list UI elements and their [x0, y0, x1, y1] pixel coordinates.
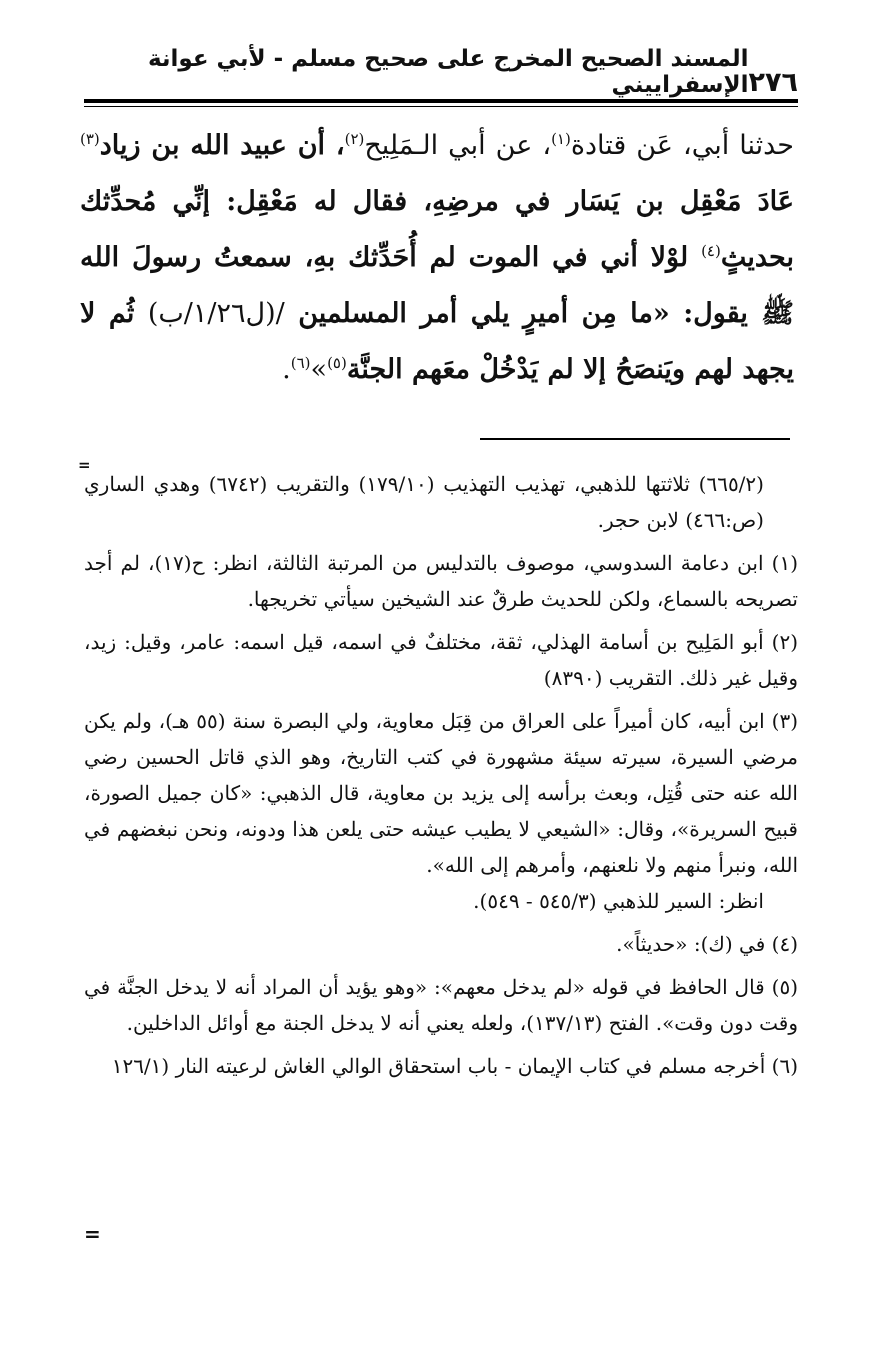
- period: .: [282, 354, 291, 385]
- footnote-ref: (٦): [290, 354, 311, 372]
- footnote-text: ابن أبيه، كان أميراً على العراق من قِبَل معاوية، ولي البصرة سنة (٥٥ هـ)، ولم يكن مرضي السيرة، سيرته سيئة مشهورة في كتب التاريخ، وهو الذي قاتل الحسين رضي الله عنه حتى قُتِل، وبعث برأسه إلى يزيد بن معاوية، قال الذهبي: «كان جميل الصورة، قبيح السريرة»، وقال: «الشيعي لا يطيب عيشه حتى يلعن هذا ودونه، ونحن نبغضهم في الله، ونبرأ منهم ولا نلعنهم، وأمرهم إلى الله».: [84, 709, 798, 877]
- footnote-extra: انظر: السير للذهبي (٥٤٥/٣ - ٥٤٩).: [473, 889, 764, 913]
- page-header: [84, 46, 798, 98]
- footnote-1: [84, 545, 798, 617]
- hadith-text: [80, 118, 794, 398]
- footnote-text: أخرجه مسلم في كتاب الإيمان - باب استحقاق الوالي الغاش لرعيته النار (١٢٦/١: [111, 1054, 766, 1078]
- continuation-mark: =: [78, 456, 91, 474]
- isnad-text: ، عن أبي الـمَلِيح: [364, 130, 552, 161]
- footnote-4: [84, 926, 798, 962]
- footnote-text: قال الحافظ في قوله «لم يدخل معهم»: «وهو يؤيد أن المراد أنه لا يدخل الجنَّة في وقت دون وقت». الفتح (١٣٧/١٣)، ولعله يعني أنه لا يدخل الجنة مع أوائل الداخلين.: [84, 975, 798, 1035]
- header-rule: [84, 99, 798, 103]
- matn-text: ، أن عبيد الله بن زياد: [99, 130, 345, 161]
- footnote-continued: [84, 466, 798, 538]
- footnote-ref: (٢): [344, 130, 365, 148]
- footnote-text: في (ك): «حديثاً».: [616, 932, 766, 956]
- footnote-text: ابن دعامة السدوسي، موصوف بالتدليس من المرتبة الثالثة، انظر: ح(١٧)، لم أجد تصريحه بالسماع، ولكن للحديث طرقٌ عند الشيخين سيأتي تخريجها.: [84, 551, 798, 611]
- footnotes: [84, 466, 798, 1091]
- footnote-6: [84, 1048, 798, 1084]
- continuation-mark-end: =: [84, 1222, 101, 1246]
- footnote-number: (٣): [771, 709, 798, 733]
- running-title: المسند الصحيح المخرج على صحيح مسلم - لأبي عوانة الإسفراييني: [147, 46, 749, 98]
- hadith-paragraph: [80, 118, 794, 398]
- matn-text: عَادَ مَعْقِل بن يَسَار في مرضِهِ، فقال له مَعْقِل: إنِّي مُحدِّثك بحديثٍ: [80, 186, 794, 273]
- footnote-separator: [480, 438, 790, 440]
- footnote-5: [84, 969, 798, 1041]
- closing-quote: »: [310, 354, 328, 385]
- isnad-text: حدثنا أبي، عَن قتادة: [570, 130, 794, 161]
- footnote-text: (٦٦٥/٢) ثلاثتها للذهبي، تهذيب التهذيب (١٧٩/١٠) والتقريب (٦٧٤٢) وهدي الساري (ص:٤٦٦) لابن حجر.: [84, 472, 764, 532]
- footnote-3: [84, 703, 798, 919]
- footnote-ref: (٤): [701, 242, 721, 260]
- footnote-text: أبو المَلِيح بن أسامة الهذلي، ثقة، مختلفٌ في اسمه، قيل اسمه: عامر، وقيل: زيد، وقيل غير ذلك. التقريب (٨٣٩٠): [84, 630, 798, 690]
- footnote-number: (٤): [771, 932, 798, 956]
- footnote-ref: (١): [551, 130, 571, 148]
- matn-text: ثُم لا يجهد لهم ويَنصَحُ إلا لم يَدْخُلْ معَهم الجنَّة: [80, 298, 794, 385]
- manuscript-ref: /(ل١/٢٦/ب): [147, 298, 285, 329]
- footnote-number: (٢): [771, 630, 799, 654]
- footnote-ref: (٣): [80, 130, 100, 148]
- matn-text: لوْلا أني في الموت لم أُحَدِّثك بهِ، سمعتُ رسولَ الله ﷺ يقول: «ما مِن أميرٍ يلي أمر المسلمين: [80, 242, 794, 329]
- footnote-number: (١): [771, 551, 798, 575]
- footnote-number: (٦): [771, 1054, 798, 1078]
- page-number: ٢٧٦: [748, 67, 798, 98]
- footnote-2: [84, 624, 798, 696]
- footnote-ref: (٥): [327, 354, 347, 372]
- footnote-number: (٥): [771, 975, 798, 999]
- header-rule-thin: [84, 106, 798, 107]
